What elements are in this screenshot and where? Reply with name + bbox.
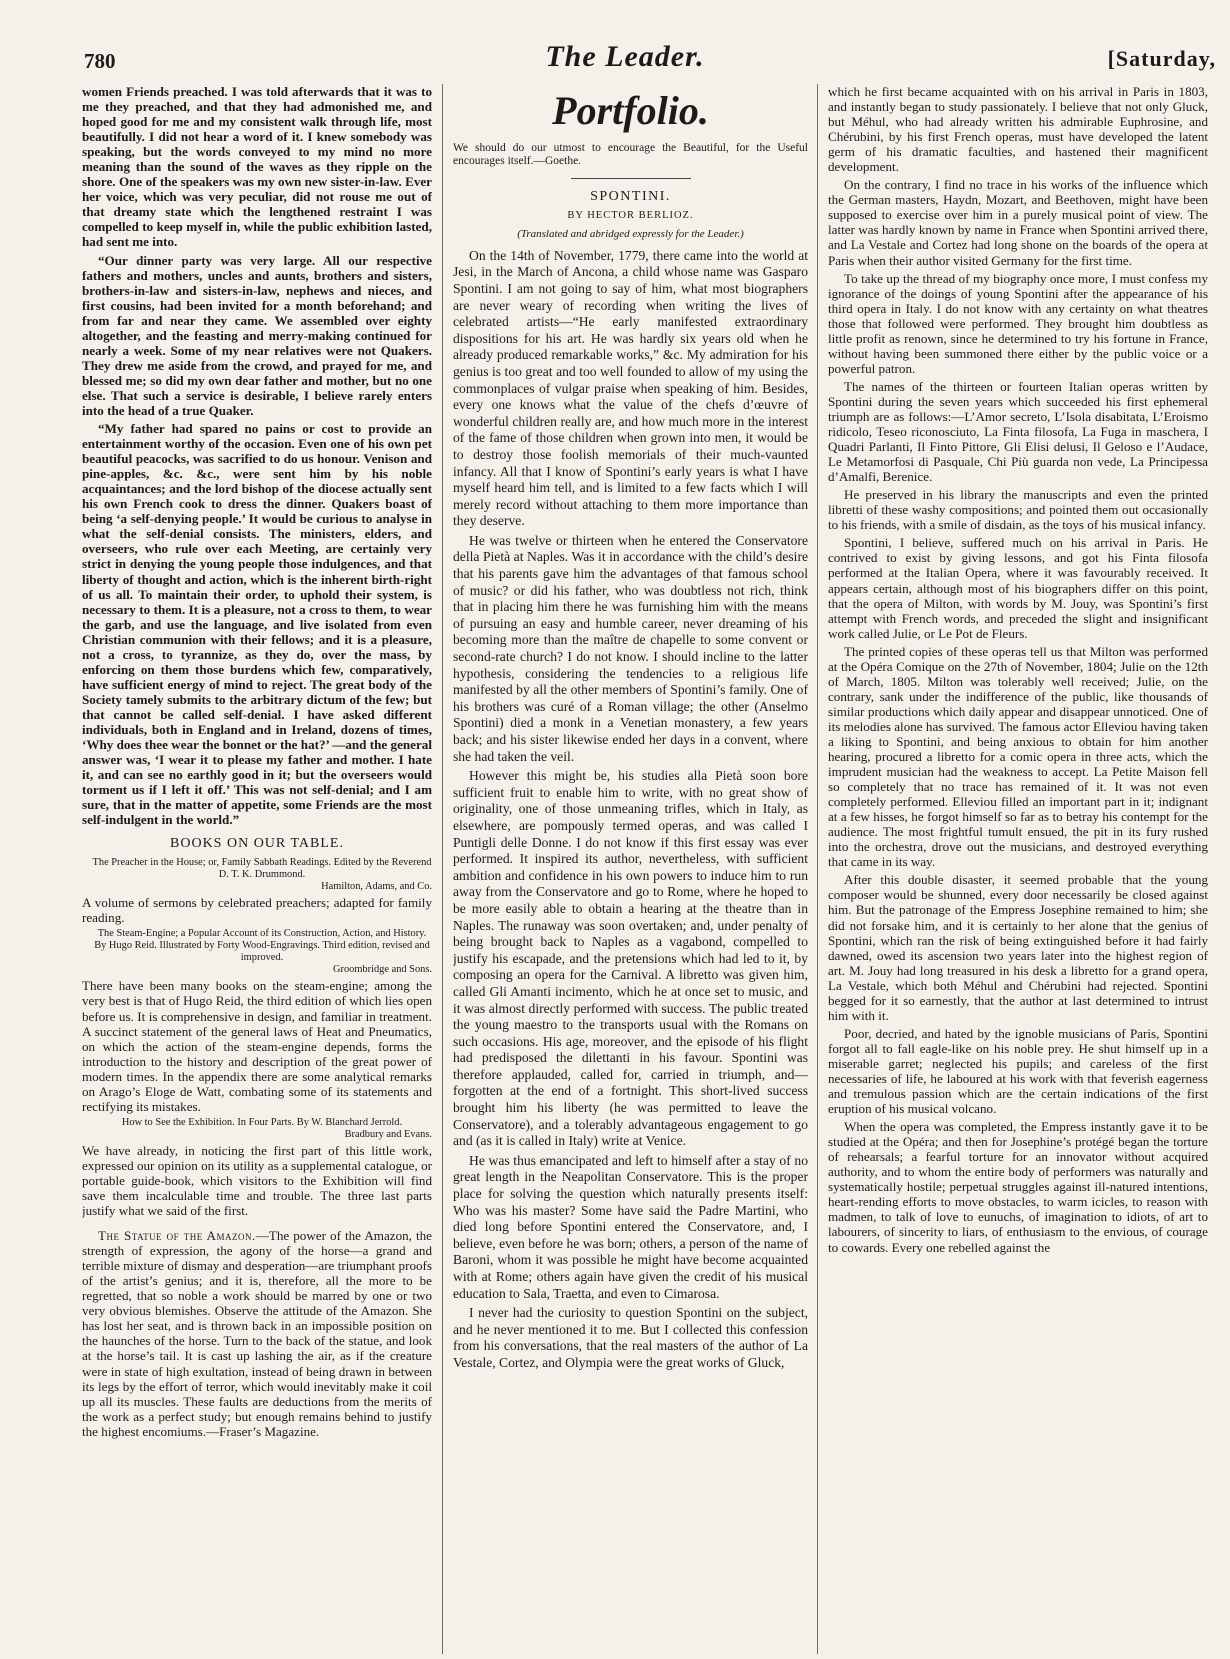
column-divider [442, 84, 443, 1654]
paragraph: He was thus emancipated and left to himself after a stay of no great length in the Neapolitan Conservatore. This is the proper place for solving the question which naturally presents itself: Who was his master? Some have said the Padre Martini, who died long before Spontini entered the Conservatore, and, I believe, even before he was born; others, a person of the name of Baroni, whom it was possible he might have become acquainted with at Rome; others again have given the credit of his musical education to Sala, Traetta, and even to Cimarosa. [453, 1152, 808, 1301]
paragraph: However this might be, his studies alla Pietà soon bore sufficient fruit to enable him to write, with no great show of originality, one of those unmeaning trifles, which in Italy, as elsewhere, are pompously termed operas, and was called I Puntigli delle Donne. I do not know if this first essay was ever performed. It inspired its author, nevertheless, with sufficient ambition and confidence in his own powers to induce him to run away from the Conservatore and go to Rome, where he hoped to be more easily able to obtain a hearing at the theatre than in Naples. The runaway was soon overtaken; and, under penalty of being brought back to Naples as a vagabond, compelled to justify his escapade, and the pretensions which had led to it, by composing an opera for the Carnival. A libretto was given him, called Gli Amanti incimento, which he at once set to music, and it was almost directly performed with success. The public treated the young maestro to the transports usual with the Romans on such occasions. His age, moreover, and the episode of his flight had predisposed the dilettanti in his favour. Spontini was therefore applauded, called for, carried in triumph, and—forgotten at the end of a fortnight. This short-lived success brought him his liberty (he was permitted to leave the Conservatore), and a tolerably advantageous engagement to go and (as it is called in Italy) write at Venice. [453, 768, 808, 1149]
book-entry [82, 928, 432, 976]
paragraph: Poor, decried, and hated by the ignoble musicians of Paris, Spontini forgot all to fall eagle-like on his noble prey. He shut himself up in a miserable garret; neglected his pupils; and careless of the first necessaries of life, he laboured at his work with that feverish eagerness and tremulous passion which are the certain indications of the first eruption of his musical volcano. [828, 1025, 1208, 1117]
article-title: SPONTINI. [590, 189, 671, 204]
paragraph: I never had the curiosity to question Spontini on the subject, and he never mentioned it to me. But I collected this confession from his conversations, that the real masters of the author of La Vestale, Cortez, and Olympia were the great works of Gluck, [453, 1305, 808, 1370]
paragraph: After this double disaster, it seemed probable that the young composer would be shunned, every door necessarily be closed against him. But the patronage of the Empress Josephine remained to him; she did not forsake him, and it is certainly to her alone that the genius of Spontini, which ran the risk of being extinguished before it had fairly dawned, owed its ascension two years later into the highest region of art. M. Jouy had long treasured in his desk a libretto for a grand opera, La Vestale, which both Méhul and Chérubini had rejected. Spontini begged for it so earnestly, that the author at last determined to intrust him with it. [828, 872, 1208, 1023]
paragraph: On the 14th of November, 1779, there came into the world at Jesi, in the March of Ancona, a child whose name was Gasparo Spontini. I am not going to say of him, what most biographers are never weary of recording when writing the lives of celebrated artists—“He early manifested extraordinary dispositions for his art. He was hardly six years old when he already produced remarkable works,” &c. My admiration for his genius is too great and too well founded to allow of my using the commonplaces of vulgar praise when speaking of him. Besides, every one knows what the value of the chefs d’œuvre of wonderful children really are, and how much more in the interest of the fame of those children when grown into men, it would be to destroy those foolish memorials of their much-vaunted infancy. All that I know of Spontini’s early years is what I have myself heard him tell, and is limited to a few facts which I will merely record without attaching to them more importance than they deserve. [453, 247, 808, 529]
page-header [0, 0, 1230, 82]
paragraph: On the contrary, I find no trace in his works of the influence which the German masters, Haydn, Mozart, and Beethoven, might have been supposed to exercise over him in a purely musical point of view. The latter was hardly known by name in France when Spontini arrived there, and La Vestale and Cortez had long shone on the boards of the opera at Paris when their author visited Germany for the first time. [828, 177, 1208, 268]
section-heading-books: BOOKS ON OUR TABLE. [170, 836, 344, 852]
paragraph: He was twelve or thirteen when he entered the Conservatore della Pietà at Naples. Was it in accordance with the child’s desire that his parents gave him the advantages of that famous school of music? or did his father, who was doubtless not rich, think that in placing him there he was furnishing him with the means of pursuing an easy and humble career, never dreaming of his becoming more than the maître de chapelle to some convent or second-rate church? I do not know. I should incline to the latter hypothesis, considering the tendencies to a religious life manifested by all the other members of Spontini’s family. One of his brothers was curé of a Roman village; the other (Anselmo Spontini) died a monk in a Venetian monastery, a few years back; and his sister likewise ended her days in a convent, where she had taken the veil. [453, 532, 808, 764]
amazon-heading: The Statue of the Amazon. [98, 1228, 256, 1244]
book-publisher: Groombridge and Sons. [333, 964, 432, 976]
paragraph: which he first became acquainted with on his arrival in Paris in 1803, and instantly began to study passionately. I believe that not only Gluck, but Méhul, who had already written his admirable Euphrosine, and Chérubini, by his first French operas, must have developed the latent germ of his dramatic faculties, and hastened their magnificent development. [828, 84, 1208, 175]
book-entry [82, 857, 432, 893]
book-title: The Steam-Engine; a Popular Account of its Construction, Action, and History. By Hugo Reid. Illustrated by Forty Wood-Engravings. Third edition, revised and improved. [94, 928, 430, 964]
book-publisher: Hamilton, Adams, and Co. [321, 881, 432, 893]
dateline: [Saturday, [1107, 46, 1216, 71]
column-left [82, 84, 432, 1654]
divider [571, 178, 691, 179]
book-entry [82, 1117, 432, 1141]
paragraph-amazon [82, 1228, 432, 1439]
paragraph: When the opera was completed, the Empress instantly gave it to be studied at the Opéra; and then for Josephine’s protégé began the torture of rehearsals; a fearful torture for an innovator without acquired authority, and to whom the entire body of performers was naturally and systematically hostile; perpetual struggles against ill-natured intentions, heart-rending efforts to move obstacles, to warm icicles, to reason with madmen, to talk of love to eunuchs, of imagination to idiots, of art to labourers, of sincerity to liars, of enthusiasm to the envious, of courage to cowards. Every one rebelled against the [828, 1119, 1208, 1255]
column-middle [453, 84, 808, 1654]
portfolio-heading: Portfolio. [552, 88, 709, 133]
paragraph: The printed copies of these operas tell us that Milton was performed at the Opéra Comique on the 27th of November, 1804; Julie on the 12th of March, 1805. Milton was tolerably well received; Julie, on the contrary, sank under the indifference of the public, like thousands of similar productions which daily appear and disappear unnoticed. One of its melodies alone has survived. The famous actor Elleviou having taken a liking to Spontini, and being anxious to obtain for him another hearing, procured a libretto for a comic opera in three acts, which the imprudent musician had the weakness to accept. La Petite Maison fell so completely that no trace has remained of it. It was not even completely performed. Elleviou filled an important part in it; indignant at a few hisses, he forgot himself so far as to betray his contempt for the audience. The most frightful tumult ensued, the pit in its fury rushed into the orchestra, drove out the musicians, and destroyed everything that came in its way. [828, 643, 1208, 870]
paragraph: The names of the thirteen or fourteen Italian operas written by Spontini during the seven years which succeeded his first ephemeral triumph are as follows:—L’Amor secreto, L’Isola disabitata, L’Eroismo ridicolo, Teseo riconosciuto, La Finta filosofa, La Fuga in maschera, I Quadri Parlanti, Il Finto Pittore, Gli Elisi delusi, Il Geloso e l’Audace, Le Metamorfosi di Pasquale, Chi Più guarda non vede, La Principessa d’Amalfi, Berenice. [828, 378, 1208, 485]
amazon-body: —The power of the Amazon, the strength of expression, the agony of the horse—a grand and terrible mixture of dismay and desperation—are triumphant proofs of the artist’s genius; and it is, therefore, all the more to be regretted, that so noble a work should be marred by one or two very obvious blemishes. Observe the attitude of the Amazon. She has lost her seat, and is thrown back in an impossible position on the haunches of the horse. Turn to the back of the statue, and look at the horse’s tail. It is cast up lashing the air, as if the creature were in state of high exultation, instead of being drawn in between its legs by the effort of terror, which would inevitably make it coil up all its muscles. These faults are deductions from the merits of the work as a perfect study; but enough remains behind to justify the highest encomiums.—Fraser’s Magazine. [82, 1228, 432, 1439]
paragraph: He preserved in his library the manuscripts and even the printed libretti of these washy compositions; and pointed them out occasionally to his friends, with a smile of disdain, as the toys of his musical infancy. [828, 487, 1208, 533]
article-byline: BY HECTOR BERLIOZ. [567, 209, 694, 221]
paragraph: women Friends preached. I was told afterwards that it was to me they preached, and that they had admonished me, and hoped good for me and my consistent walk through life, most beautifully. I did not hear a word of it. I knew somebody was speaking, but the words conveyed to my mind no more meaning than the sound of the waves as they ripple on the shore. One of the speakers was my own new sister-in-law. Ever her voice, which was very peculiar, did not rouse me out of that dreamy state which the lengthened restraint I was compelled to keep myself in, while the public exhibition lasted, had sent me into. [82, 84, 432, 250]
book-title: How to See the Exhibition. In Four Parts. By W. Blanchard Jerrold. [121, 1116, 403, 1128]
paragraph: “Our dinner party was very large. All our respective fathers and mothers, uncles and aunts, brothers and sisters, brothers-in-law and sisters-in-law, nephews and nieces, and first cousins, had been invited for a month beforehand; and from far and near they came. We assembled over eighty altogether, and the feasting and merry-making continued for nearly a week. Some of my near relatives were not Quakers. They drew me aside from the crowd, and prayed for me, and blessed me; so did my own dear father and mother, but no one else. That such a service is desirable, I believe rarely enters into the head of a true Quaker. [82, 252, 432, 418]
book-description: There have been many books on the steam-engine; among the very best is that of Hugo Reid, the third edition of which lies open before us. It is comprehensive in design, and familiar in treatment. A succinct statement of the general laws of Heat and Pneumatics, on which the action of the steam-engine depends, forms the introduction to the history and description of the great power of modern times. In the appendix there are some analytical remarks on Arago’s Eloge de Watt, combating some of its statements and rectifying its mistakes. [82, 978, 432, 1114]
book-description: We have already, in noticing the first part of this little work, expressed our opinion on its utility as a supplemental catalogue, or portable guide-book, which visitors to the Exhibition will find save them incalculable time and trouble. The three last parts justify what we said of the first. [82, 1142, 432, 1219]
book-title: The Preacher in the House; or, Family Sabbath Readings. Edited by the Reverend D. T. K. Drummond. [92, 857, 432, 881]
column-right [828, 84, 1208, 1654]
masthead-title: The Leader. [545, 40, 705, 73]
column-divider [817, 84, 818, 1654]
book-description: A volume of sermons by celebrated preachers; adapted for family reading. [82, 895, 432, 926]
paragraph: Spontini, I believe, suffered much on his arrival in Paris. He contrived to exist by giving lessons, and got his Finta filosofa performed at the Italian Opera, where it was favourably received. It appears certain, although most of his biographers differ on this point, that the opera of Milton, with words by M. Jouy, was Spontini’s first attempt with French words, and preceded the slight and insignificant work called Julie, or Le Pot de Fleurs. [828, 535, 1208, 641]
book-publisher: Bradbury and Evans. [344, 1128, 432, 1140]
page-number: 780 [84, 49, 116, 73]
paragraph: To take up the thread of my biography once more, I must confess my ignorance of the doings of young Spontini after the appearance of his third opera in Italy. I do not know with any certainty on what theatres those that followed were performed. They brought him doubtless as little profit as renown, since he determined to try his fortune in France, without having been summoned there either by the public voice or a powerful patron. [828, 270, 1208, 376]
epigraph: We should do our utmost to encourage the Beautiful, for the Useful encourages itself.—Goethe. [453, 142, 808, 167]
translation-note: (Translated and abridged expressly for the Leader.) [517, 228, 744, 241]
paragraph: “My father had spared no pains or cost to provide an entertainment worthy of the occasion. Even one of his own pet beautiful peacocks, was sacrified to do us honour. Venison and pine-apples, &c. &c., were sent him by his noble acquaintances; and the lord bishop of the diocese actually sent his own French cook to dress the dinner. Quakers boast of being ‘a self-denying people.’ It would be curious to analyse in what the self-denial consists. The ministers, elders, and overseers, who rule over each Meeting, are certainly very strict in denying the young people those indulgences, and that liberty of thought and action, which is the inherent birth-right of us all. To maintain their order, to uphold their system, is necessary to them. It is a pleasure, not a cross to them, to wear the garb, and use the language, and live isolated from even Christian communion with their fellows; and it is a pleasure, not a cross, to tyrannize, as they do, over the mass, by enforcing on them those burdens which few, comparatively, have sufficient energy of mind to reject. The great body of the Society tamely submits to the arbitrary dictum of the few; but that cannot be called self-denial. I have asked different individuals, both in England and in Ireland, dozens of times, ‘Why does thee wear the bonnet or the hat?’ —and the general answer was, ‘I wear it to please my father and mother. I hate it, and can see no earthly good in it; but the overseers would torment us if I left it off.’ This was not self-denial; and I am sure, that in the matter of appetite, some Friends are the most self-indulgent in the world.” [82, 421, 432, 828]
